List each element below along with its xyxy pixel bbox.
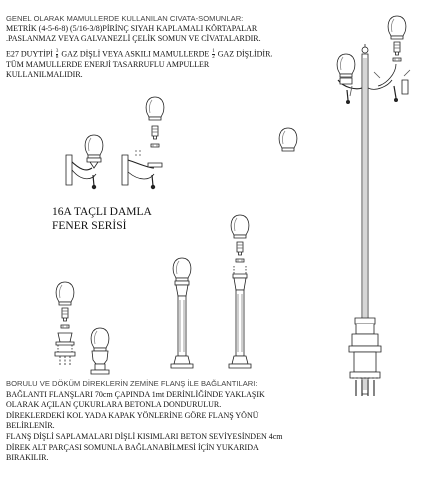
thread-text-b: GAZ DİŞLİ VEYA ASKILI MAMULLERDE [61, 48, 210, 58]
top-notes-heading: GENEL OLARAK MAMULLERDE KULLANILAN CIVATA-SOMUNLAR: [6, 14, 244, 23]
series-title-line-2: FENER SERİSİ [52, 220, 127, 232]
series-title [52, 205, 152, 233]
exploded-globe-1 [146, 97, 164, 147]
top-notes-line: METRİK (4-5-6-8) (5/16-3/8)PİRİNÇ SIYAH KAPLAMALI KÖRTAPALAR [6, 24, 258, 34]
bottom-notes-heading: BORULU VE DÖKÜM DİREKLERİN ZEMİNE FLANŞ İLE BAĞLANTILARI: [6, 379, 258, 388]
top-technical-notes [6, 14, 326, 80]
top-notes-line: .PASLANMAZ VEYA GALVANEZLİ ÇELİK SOMUN VE CİVATALARDIR. [6, 34, 261, 44]
bottom-notes-line: DİREKLERDEKİ KOL YADA KAPAK YÖNLERİNE GÖRE FLANŞ YÖNÜ [6, 410, 259, 420]
top-notes-line: KULLANILMALIDIR. [6, 69, 83, 79]
bottom-notes-line: BELİRLENİR. [6, 421, 55, 431]
standalone-globe [279, 128, 297, 151]
thread-text-a: E27 DUYTİPİ [6, 48, 53, 58]
bottom-notes-line: OLARAK AÇILAN ÇUKURLARA BETONLA DONDURULUR. [6, 400, 222, 410]
series-title-line-1: 16A TAÇLI DAMLA [52, 206, 152, 218]
bottom-notes-line: FLANŞ DİŞLİ SAPLAMALARI DİŞLİ KISIMLARI BETON SEVİYESİNDEN 4cm [6, 431, 283, 441]
thread-fraction-3-8: $\frac{3}{8}$ [55, 48, 59, 60]
thread-fraction-1-2: $\frac{1}{2}$ [212, 48, 215, 60]
wall-lamp-exploded [122, 150, 162, 189]
wall-lamp-single [66, 135, 103, 189]
bottom-notes-line: BIRAKILIR. [6, 453, 49, 463]
top-notes-line: TÜM MAMULLERDE ENERJİ TASARRUFLU AMPULLER [6, 59, 210, 69]
bollard-exploded [55, 282, 75, 366]
double-arm-pole [337, 26, 406, 396]
bollard-short [91, 328, 109, 374]
bottom-installation-notes [6, 379, 416, 464]
bottom-notes-line: BAĞLANTI FLANŞLARI 70cm ÇAPINDA 1mt DERİNLİĞİNDE YAKLAŞIK [6, 389, 265, 399]
bottom-notes-line: DİREK ALT PARÇASI SOMUNLA BAĞLANABİLMESİ İÇİN YUKARIDA [6, 442, 259, 452]
top-notes-thread-line [6, 49, 326, 60]
pillar-lamp-medium [171, 258, 193, 368]
thread-text-c: GAZ DİŞLİDİR. [217, 48, 273, 58]
pillar-lamp-exploded [229, 215, 251, 368]
